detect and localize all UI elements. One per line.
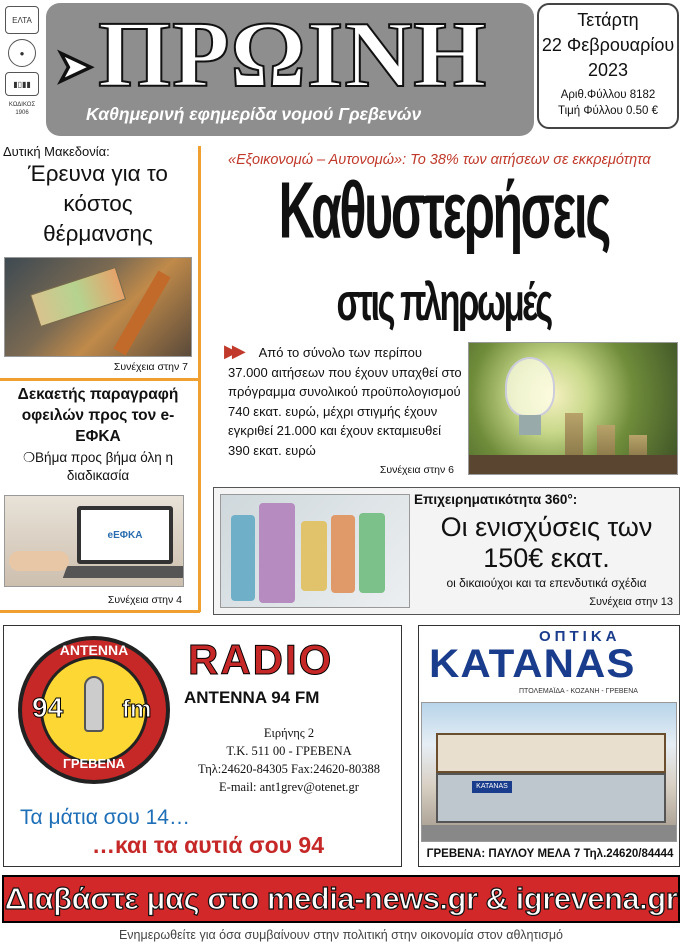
banknote-roll xyxy=(359,513,385,593)
coin-stack xyxy=(565,413,583,457)
heating-costs-photo xyxy=(4,257,192,357)
lightbulb-plants-photo xyxy=(468,342,678,475)
issue-number: Αριθ.Φύλλου 8182 xyxy=(560,89,656,101)
masthead-badges xyxy=(2,4,42,134)
continue-link[interactable]: Συνέχεια στην 6 xyxy=(379,464,454,476)
radio-subtitle: ANTENNA 94 FM xyxy=(184,688,320,707)
business-subhead: οι δικαιούχοι και τα επενδυτικά σχέδια xyxy=(446,576,647,590)
banknote-roll xyxy=(331,515,355,593)
soil-strip xyxy=(469,455,678,475)
masthead xyxy=(46,3,534,136)
lead-body-text: 37.000 αιτήσεων που έχουν υπαχθεί στο πρόγραμμα συνολικού προϋπολογισμού 740 εκατ. ευρώ, μέχρι στιγμής έχουν εγκριθεί 21.000 και έχουν εκταμιευθεί 390 εκατ. ευρώ xyxy=(228,364,462,458)
lightbulb-icon xyxy=(505,357,555,417)
code-value: 1906 xyxy=(15,110,29,116)
radio-phones: Τηλ:24620-84305 Fax:24620-80388 xyxy=(198,762,380,776)
newspaper-subtitle: Καθημερινή εφημερίδα νομού Γρεβενών xyxy=(86,104,422,124)
radio-contact xyxy=(184,724,394,796)
radio-email[interactable]: E-mail: ant1grev@otenet.gr xyxy=(219,780,359,794)
lead-headline-line2: στις πληρωμές xyxy=(336,272,552,332)
radio-slogan-2: …και τα αυτιά σου 94 xyxy=(92,832,324,858)
lead-body-first-line: Από το σύνολο των περίπου xyxy=(258,345,423,360)
radio-address-city: Τ.Κ. 511 00 - ΓΡΕΒΕΝΑ xyxy=(226,744,352,758)
masthead-arrow-icon: ➤ xyxy=(56,42,93,91)
business-kicker: Επιχειρηματικότητα 360°: xyxy=(414,492,578,507)
code-label: ΚΩΔΙΚΟΣ xyxy=(8,102,36,108)
bulb-base xyxy=(519,415,541,435)
radio-address-street: Ειρήνης 2 xyxy=(263,726,315,740)
radio-slogan-1: Τα μάτια σου 14… xyxy=(20,806,190,829)
laptop-photo xyxy=(4,495,184,587)
issue-year: 2023 xyxy=(587,60,629,80)
optics-advertisement[interactable] xyxy=(418,625,680,867)
store-front xyxy=(436,773,666,823)
story-heating[interactable] xyxy=(0,144,196,373)
newspaper-title: ΠΡΩΙΝΗ xyxy=(98,3,488,107)
logo-bottom-text: ΓΡΕΒΕΝΑ xyxy=(63,756,125,771)
continue-link[interactable]: Συνέχεια στην 4 xyxy=(107,594,182,606)
elta-logo: ΕΛΤΑ xyxy=(5,6,39,34)
hand-shape xyxy=(9,551,69,571)
website-banner[interactable] xyxy=(2,875,680,923)
antenna-fm-logo xyxy=(18,636,170,784)
banknote-roll xyxy=(301,521,327,591)
continue-link[interactable]: Συνέχεια στην 13 xyxy=(589,596,673,608)
logo-top-text: ΑΝΤΕΝΝΑ xyxy=(59,642,129,658)
story-efka[interactable] xyxy=(0,384,196,606)
column-divider xyxy=(198,146,201,612)
continue-link[interactable]: Συνέχεια στην 7 xyxy=(113,361,188,373)
double-arrow-icon: ▶▶ xyxy=(224,341,240,361)
lead-supra-headline: «Εξοικονομώ – Αυτονομώ»: Το 38% των αιτήσεων σε εκκρεμότητα xyxy=(228,152,651,168)
building-upper-floor xyxy=(436,733,666,773)
business-box[interactable] xyxy=(213,487,680,615)
banner-text: Διαβάστε μας στο media-news.gr & igrevena.gr xyxy=(4,881,678,916)
optics-brand-top: ΟΠΤΙΚΑ xyxy=(539,628,621,645)
issue-price: Τιμή Φύλλου 0.50 € xyxy=(557,105,658,117)
optics-store-photo xyxy=(421,702,677,842)
coin-stack xyxy=(629,435,647,457)
business-headline: Οι ενισχύσεις των 150€ εκατ. xyxy=(440,512,653,573)
optics-brand: KATANAS xyxy=(429,642,636,686)
story-headline: Δεκαετής παραγραφή οφειλών προς τον e-ΕΦΚΑ xyxy=(17,386,179,445)
laptop-keyboard xyxy=(63,566,184,578)
street-strip xyxy=(422,825,677,842)
publisher-seal-icon: ● xyxy=(8,39,36,67)
story-subhead: ❍Βήμα προς βήμα όλη η διαδικασία xyxy=(22,450,174,483)
radio-title: RADIO xyxy=(188,636,334,683)
logo-frequency: 94 xyxy=(32,692,64,723)
barcode-icon: ▮▯▮▮ xyxy=(5,72,39,96)
banknotes-shape xyxy=(30,267,126,327)
story-kicker: Δυτική Μακεδονία: xyxy=(3,144,110,159)
issue-day: Τετάρτη xyxy=(577,10,639,30)
issue-date: 22 Φεβρουαρίου xyxy=(541,35,675,55)
banknote-rolls-photo xyxy=(220,494,410,608)
lead-headline: Καθυστερήσεις xyxy=(278,165,610,255)
lead-body xyxy=(222,342,464,476)
section-divider xyxy=(0,378,198,381)
logo-fm: fm xyxy=(122,696,152,723)
lead-headline-block[interactable] xyxy=(206,165,682,333)
date-box xyxy=(537,3,679,129)
banknote-roll xyxy=(259,503,295,603)
optics-locations: ΠΤΟΛΕΜΑΪΔΑ - ΚΟΖΑΝΗ - ΓΡΕΒΕΝΑ xyxy=(519,688,638,695)
store-sign: KATANAS xyxy=(472,781,512,793)
banknote-roll xyxy=(231,515,255,601)
laptop-screen: eΕΦΚΑ xyxy=(77,506,173,564)
section-divider xyxy=(0,610,200,613)
coin-stack xyxy=(597,425,615,457)
matchstick-shape xyxy=(113,271,170,356)
footer-strip: Ενημερωθείτε για όσα συμβαίνουν στην πολιτική στην οικονομία στον αθλητισμό xyxy=(118,928,564,942)
radio-advertisement[interactable] xyxy=(3,625,402,867)
story-headline: Έρευνα για το κόστος θέρμανσης xyxy=(28,161,168,246)
microphone-icon xyxy=(84,676,104,732)
optics-address: ΓΡΕΒΕΝΑ: ΠΑΥΛΟΥ ΜΕΛΑ 7 Τηλ.24620/84444 xyxy=(426,848,674,860)
